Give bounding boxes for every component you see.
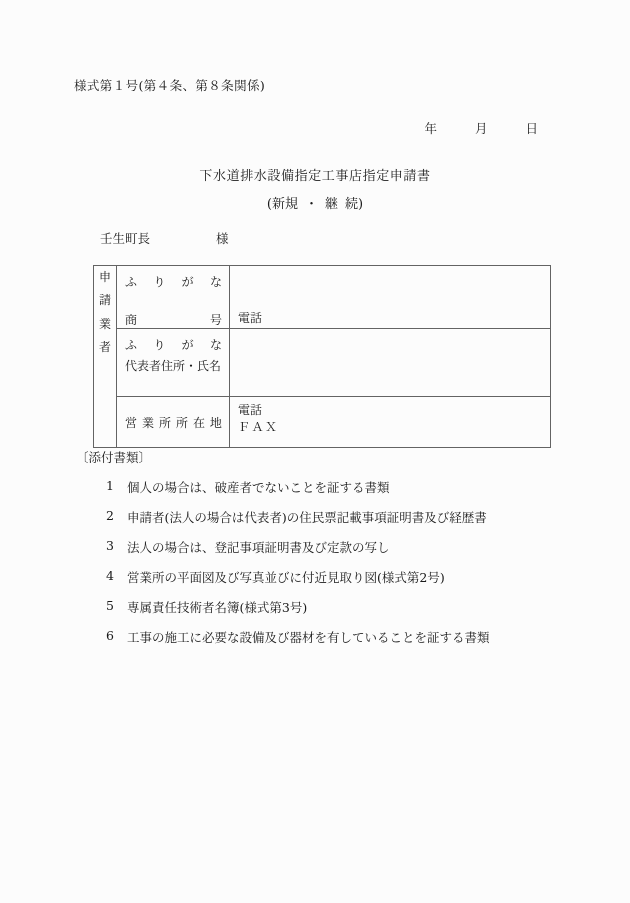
vertical-char: 者: [98, 340, 111, 355]
list-item: [106, 628, 576, 658]
list-item-number: 4: [106, 568, 114, 583]
label-char: 商: [125, 313, 138, 327]
list-item-text: 申請者(法人の場合は代表者)の住民票記載事項証明書及び経歴書: [127, 510, 487, 525]
subtitle-open: (新: [266, 197, 285, 212]
label-char: 在: [192, 415, 205, 430]
label-char: ふ: [125, 275, 138, 289]
form-number: 様式第１号(第４条、第８条関係): [74, 78, 266, 93]
addressee-honorific: 様: [216, 231, 229, 246]
fax-label: ＦＡＸ: [238, 420, 279, 435]
table-row: [94, 397, 551, 448]
representative-label: 代表者住所・氏名: [125, 359, 222, 373]
subtitle-close: 続): [345, 197, 364, 212]
date-day-label: 日: [525, 121, 538, 136]
value-cell-trade-name[interactable]: [230, 266, 551, 329]
date-year-label: 年: [424, 121, 437, 136]
label-char: 営: [125, 415, 138, 430]
label-char: り: [153, 275, 166, 289]
label-cell-trade-name: [117, 266, 230, 329]
vertical-char: 申: [98, 270, 111, 284]
label-char: 号: [209, 313, 222, 327]
list-item-text: 個人の場合は、破産者でないことを証する書類: [127, 480, 390, 495]
label-char: な: [209, 338, 222, 352]
list-item-number: 5: [106, 598, 114, 613]
label-cell-representative: [117, 329, 230, 397]
list-item-number: 3: [106, 538, 114, 553]
list-item: [106, 598, 576, 628]
list-item: [106, 508, 576, 538]
list-item: [106, 568, 576, 598]
attachments-heading: 〔添付書類〕: [76, 450, 152, 465]
vertical-char: 業: [98, 316, 111, 331]
label-char: ふ: [125, 338, 138, 352]
list-item-text: 工事の施工に必要な設備及び器材を有していることを証する書類: [127, 630, 490, 645]
applicant-vertical-label: [94, 266, 117, 448]
date-month-label: 月: [474, 121, 488, 136]
label-char: 所: [158, 415, 171, 430]
value-cell-representative[interactable]: [230, 311, 551, 397]
list-item-text: 営業所の平面図及び写真並びに付近見取り図(様式第2号): [127, 570, 445, 585]
label-char: 業: [141, 415, 154, 430]
furigana-label: [117, 266, 229, 290]
list-item-text: 専属責任技術者名簿(様式第3号): [127, 600, 308, 615]
list-item-number: 2: [106, 508, 114, 523]
label-char: が: [181, 275, 194, 289]
label-char: 所: [175, 415, 188, 430]
label-char: な: [209, 275, 222, 289]
office-address-label: [117, 414, 229, 431]
trade-name-label: [117, 290, 229, 328]
furigana-label: [117, 329, 229, 353]
label-char: が: [181, 338, 194, 352]
attachments-list: [106, 478, 576, 658]
addressee-name: 壬生町長: [100, 231, 151, 246]
date-line: [0, 119, 630, 137]
document-title: 下水道排水設備指定工事店指定申請書: [199, 169, 431, 184]
value-cell-office-address[interactable]: [230, 397, 551, 448]
label-char: 地: [209, 415, 222, 430]
office-contact-area[interactable]: [230, 397, 550, 437]
list-item-number: 6: [106, 628, 114, 643]
list-item-text: 法人の場合は、登記事項証明書及び定款の写し: [127, 540, 390, 555]
list-item: [106, 478, 576, 508]
applicant-table: [93, 265, 551, 448]
list-item-number: 1: [106, 478, 114, 493]
vertical-char: 請: [98, 293, 111, 308]
list-item: [106, 538, 576, 568]
telephone-label: 電話: [238, 403, 263, 417]
addressee-line: [100, 229, 229, 247]
table-row: [94, 266, 551, 329]
table-row: [94, 329, 551, 397]
label-cell-office-address: [117, 397, 230, 448]
telephone-label: 電話: [238, 311, 263, 325]
document-subtitle: [0, 193, 630, 212]
label-char: り: [153, 338, 166, 352]
subtitle-middle: 規・継: [284, 197, 345, 212]
